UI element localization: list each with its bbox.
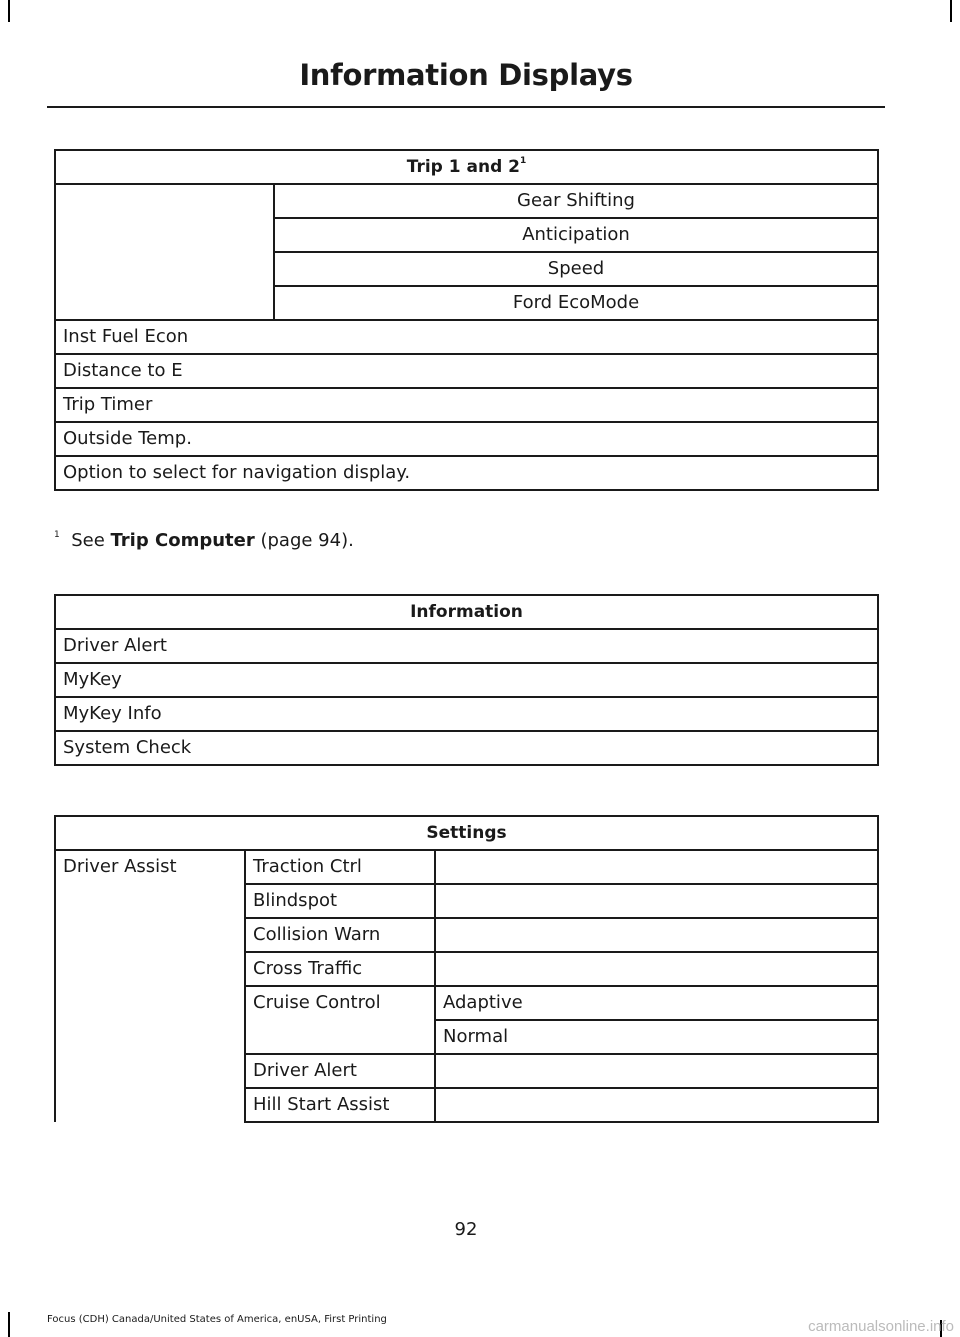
watermark: carmanualsonline.info <box>808 1318 954 1335</box>
settings-option-empty <box>435 884 878 918</box>
settings-table <box>54 815 879 1123</box>
print-line: Focus (CDH) Canada/United States of America, enUSA, First Printing <box>47 1314 387 1325</box>
trip-table-footnote-ref: 1 <box>520 156 527 166</box>
information-row: System Check <box>55 731 878 765</box>
settings-item: Cruise Control <box>245 986 435 1054</box>
trip-sub-item: Gear Shifting <box>274 184 878 218</box>
trip-row: Outside Temp. <box>55 422 878 456</box>
settings-item: Driver Alert <box>245 1054 435 1088</box>
information-row: Driver Alert <box>55 629 878 663</box>
settings-table-header: Settings <box>55 816 878 850</box>
page-number: 92 <box>454 1219 478 1240</box>
cruise-option: Normal <box>435 1020 878 1054</box>
information-row: MyKey <box>55 663 878 697</box>
footnote-number: 1 <box>54 530 60 540</box>
trip-table-empty-cell <box>55 184 274 320</box>
crop-mark-top-right <box>950 0 952 22</box>
trip-table <box>54 149 879 491</box>
settings-option-empty <box>435 850 878 884</box>
footnote <box>54 530 354 551</box>
trip-row: Distance to E <box>55 354 878 388</box>
footnote-prefix: See <box>71 530 105 551</box>
trip-row: Inst Fuel Econ <box>55 320 878 354</box>
trip-row: Option to select for navigation display. <box>55 456 878 490</box>
cruise-option: Adaptive <box>435 986 878 1020</box>
settings-item: Collision Warn <box>245 918 435 952</box>
settings-item: Hill Start Assist <box>245 1088 435 1122</box>
settings-option-empty <box>435 1088 878 1122</box>
trip-table-title: Trip 1 and 2 <box>406 157 520 177</box>
crop-mark-bottom-left <box>8 1312 10 1337</box>
footnote-suffix: (page 94). <box>260 530 354 551</box>
information-row: MyKey Info <box>55 697 878 731</box>
settings-group-label: Driver Assist <box>55 850 245 1122</box>
settings-option-empty <box>435 918 878 952</box>
settings-item: Traction Ctrl <box>245 850 435 884</box>
settings-option-empty <box>435 1054 878 1088</box>
trip-sub-item: Ford EcoMode <box>274 286 878 320</box>
page-title: Information Displays <box>299 58 633 92</box>
settings-item: Blindspot <box>245 884 435 918</box>
trip-sub-item: Anticipation <box>274 218 878 252</box>
trip-sub-item: Speed <box>274 252 878 286</box>
crop-mark-top-left <box>8 0 10 22</box>
settings-item: Cross Traffic <box>245 952 435 986</box>
settings-option-empty <box>435 952 878 986</box>
trip-row: Trip Timer <box>55 388 878 422</box>
information-table-header: Information <box>55 595 878 629</box>
trip-table-header <box>55 150 878 184</box>
header-rule <box>47 106 885 108</box>
information-table <box>54 594 879 766</box>
footnote-link[interactable]: Trip Computer <box>110 530 255 551</box>
